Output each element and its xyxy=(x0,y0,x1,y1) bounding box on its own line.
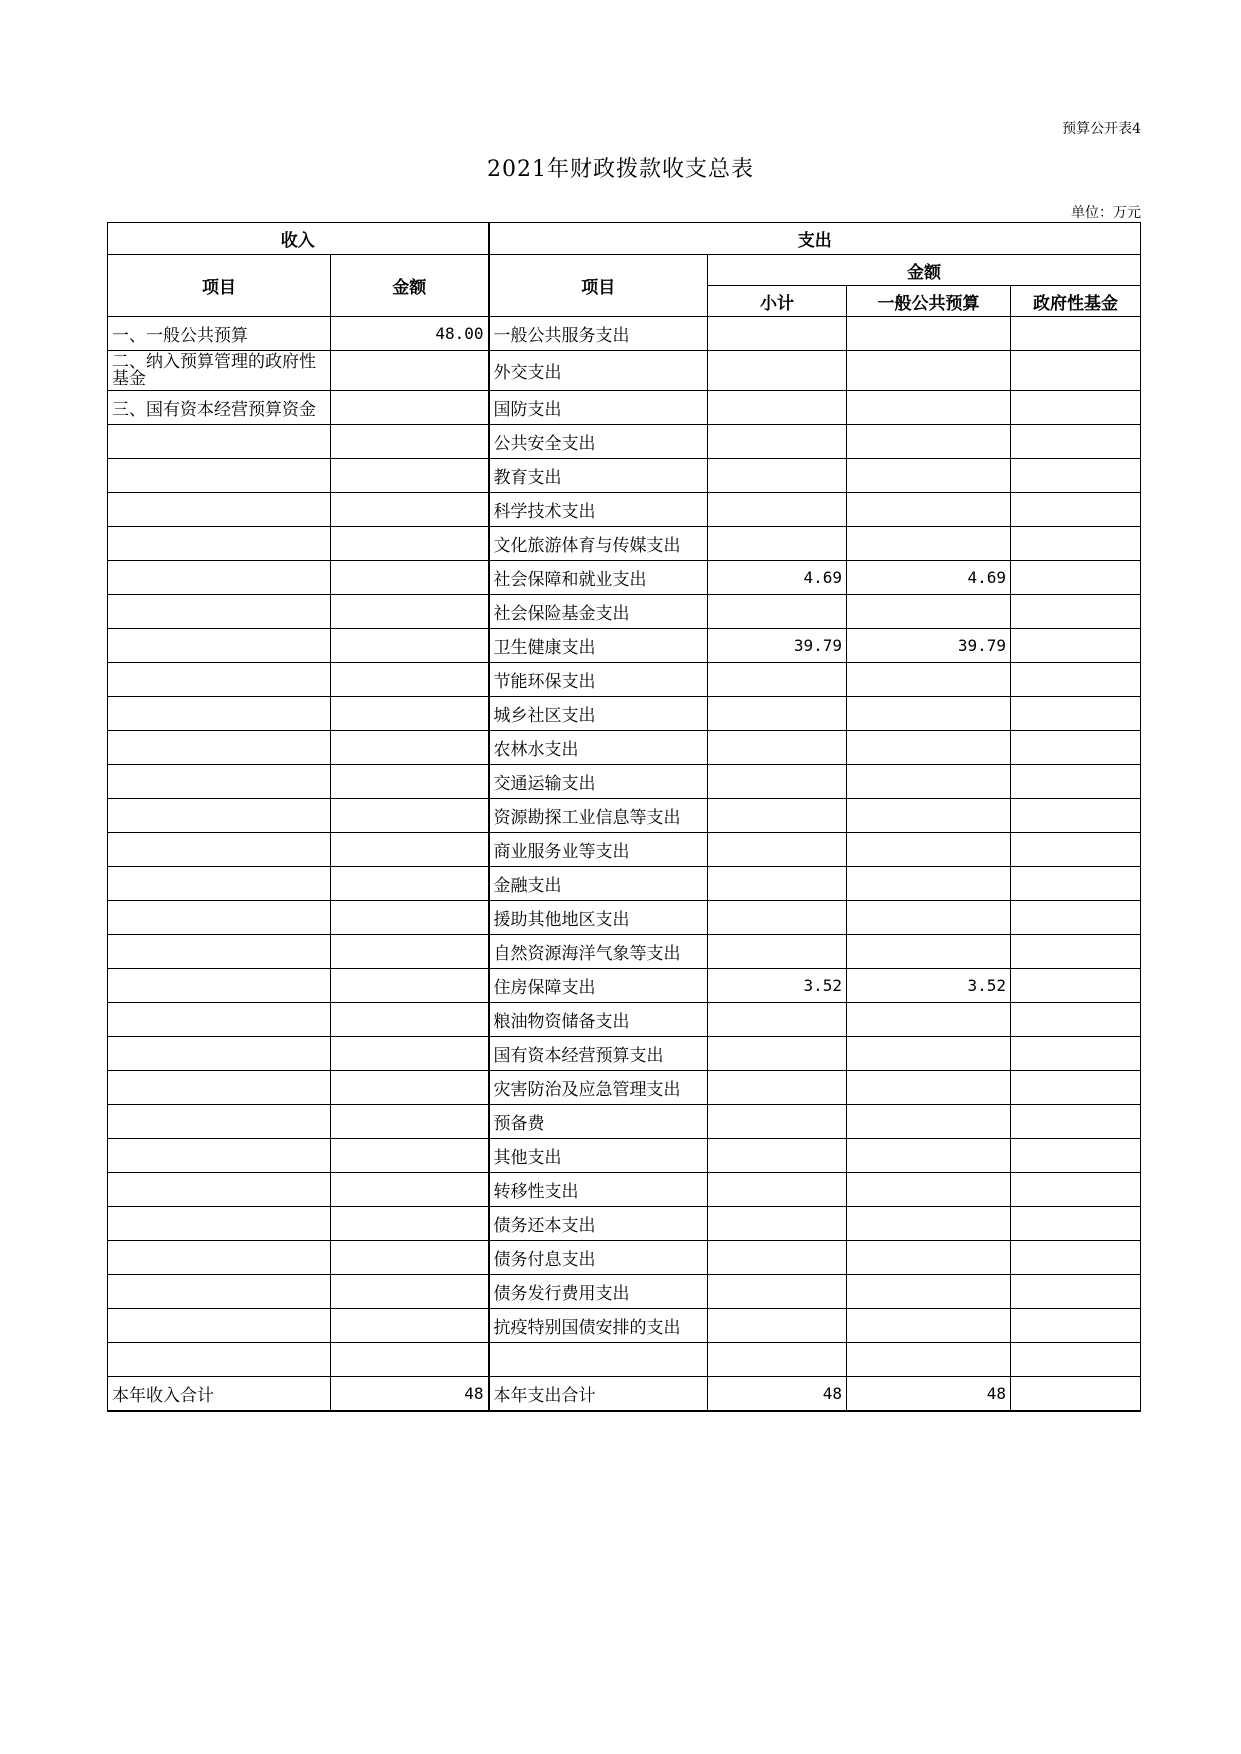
income-amount-cell xyxy=(331,867,489,901)
income-item-cell xyxy=(108,901,331,935)
income-amount-cell xyxy=(331,595,489,629)
table-row xyxy=(108,1173,1141,1207)
income-amount-cell xyxy=(331,425,489,459)
expense-item-cell: 援助其他地区支出 xyxy=(489,901,708,935)
header-row-middle xyxy=(108,255,1141,286)
gov-fund-cell xyxy=(1011,493,1141,527)
general-budget-cell xyxy=(847,1139,1011,1173)
subtotal-cell xyxy=(708,317,847,351)
income-item-cell xyxy=(108,1071,331,1105)
general-budget-cell xyxy=(847,765,1011,799)
income-header: 收入 xyxy=(108,223,489,255)
income-item-cell xyxy=(108,731,331,765)
expense-item-cell: 外交支出 xyxy=(489,351,708,391)
expense-amount-header: 金额 xyxy=(708,255,1141,286)
table-row xyxy=(108,629,1141,663)
gov-fund-cell xyxy=(1011,1139,1141,1173)
income-item-header: 项目 xyxy=(108,255,331,317)
gov-fund-cell xyxy=(1011,867,1141,901)
unit-label: 单位：万元 xyxy=(1071,205,1141,221)
subtotal-cell xyxy=(708,867,847,901)
income-item-cell xyxy=(108,1105,331,1139)
subtotal-cell: 3.52 xyxy=(708,969,847,1003)
expense-item-cell: 预备费 xyxy=(489,1105,708,1139)
gov-fund-header: 政府性基金 xyxy=(1011,286,1141,317)
subtotal-cell xyxy=(708,663,847,697)
subtotal-cell xyxy=(708,527,847,561)
table-row xyxy=(108,527,1141,561)
general-budget-cell xyxy=(847,317,1011,351)
gov-fund-cell xyxy=(1011,1003,1141,1037)
income-amount-cell xyxy=(331,527,489,561)
expense-item-cell: 转移性支出 xyxy=(489,1173,708,1207)
expense-item-cell: 债务还本支出 xyxy=(489,1207,708,1241)
income-item-cell xyxy=(108,1275,331,1309)
table-row xyxy=(108,1275,1141,1309)
subtotal-header: 小计 xyxy=(708,286,847,317)
expense-total-general: 48 xyxy=(847,1377,1011,1411)
gov-fund-cell xyxy=(1011,935,1141,969)
expense-item-cell xyxy=(489,1343,708,1377)
income-item-cell xyxy=(108,1037,331,1071)
income-item-cell xyxy=(108,1241,331,1275)
subtotal-cell xyxy=(708,1071,847,1105)
gov-fund-cell xyxy=(1011,1207,1141,1241)
general-budget-cell xyxy=(847,697,1011,731)
gov-fund-cell xyxy=(1011,765,1141,799)
expense-item-cell: 住房保障支出 xyxy=(489,969,708,1003)
expense-total-subtotal: 48 xyxy=(708,1377,847,1411)
gov-fund-cell xyxy=(1011,351,1141,391)
expense-item-cell: 其他支出 xyxy=(489,1139,708,1173)
income-item-cell xyxy=(108,867,331,901)
income-amount-cell xyxy=(331,731,489,765)
income-item-cell xyxy=(108,561,331,595)
total-row xyxy=(108,1377,1141,1411)
income-amount-cell xyxy=(331,391,489,425)
income-item-cell: 三、国有资本经营预算资金 xyxy=(108,391,331,425)
expense-item-cell: 粮油物资储备支出 xyxy=(489,1003,708,1037)
table-row xyxy=(108,1309,1141,1343)
expense-item-cell: 城乡社区支出 xyxy=(489,697,708,731)
gov-fund-cell xyxy=(1011,1105,1141,1139)
gov-fund-cell xyxy=(1011,1309,1141,1343)
income-amount-cell xyxy=(331,1173,489,1207)
gov-fund-cell xyxy=(1011,391,1141,425)
subtotal-cell xyxy=(708,697,847,731)
subtotal-cell xyxy=(708,459,847,493)
income-amount-cell xyxy=(331,1343,489,1377)
general-budget-cell: 3.52 xyxy=(847,969,1011,1003)
gov-fund-cell xyxy=(1011,629,1141,663)
table-row xyxy=(108,697,1141,731)
gov-fund-cell xyxy=(1011,1241,1141,1275)
gov-fund-cell xyxy=(1011,1343,1141,1377)
income-item-cell xyxy=(108,1207,331,1241)
income-amount-header: 金额 xyxy=(331,255,489,317)
expense-item-cell: 社会保障和就业支出 xyxy=(489,561,708,595)
subtotal-cell xyxy=(708,1003,847,1037)
expense-item-cell: 社会保险基金支出 xyxy=(489,595,708,629)
subtotal-cell xyxy=(708,1173,847,1207)
income-amount-cell xyxy=(331,901,489,935)
subtotal-cell xyxy=(708,1139,847,1173)
income-amount-cell xyxy=(331,1003,489,1037)
income-item-cell xyxy=(108,1309,331,1343)
subtotal-cell xyxy=(708,799,847,833)
gov-fund-cell xyxy=(1011,1037,1141,1071)
general-budget-cell xyxy=(847,935,1011,969)
gov-fund-cell xyxy=(1011,561,1141,595)
gov-fund-cell xyxy=(1011,1173,1141,1207)
income-amount-cell xyxy=(331,1309,489,1343)
income-item-cell xyxy=(108,799,331,833)
table-row xyxy=(108,595,1141,629)
general-budget-cell xyxy=(847,351,1011,391)
general-budget-header: 一般公共预算 xyxy=(847,286,1011,317)
income-amount-cell xyxy=(331,1139,489,1173)
expense-item-cell: 国防支出 xyxy=(489,391,708,425)
table-row xyxy=(108,1343,1141,1377)
income-total-amount: 48 xyxy=(331,1377,489,1411)
gov-fund-cell xyxy=(1011,697,1141,731)
expense-item-cell: 债务发行费用支出 xyxy=(489,1275,708,1309)
gov-fund-cell xyxy=(1011,663,1141,697)
income-item-cell xyxy=(108,527,331,561)
income-item-cell xyxy=(108,1003,331,1037)
subtotal-cell xyxy=(708,425,847,459)
table-row xyxy=(108,1003,1141,1037)
general-budget-cell: 39.79 xyxy=(847,629,1011,663)
income-item-cell xyxy=(108,833,331,867)
expense-item-cell: 一般公共服务支出 xyxy=(489,317,708,351)
expense-total-fund xyxy=(1011,1377,1141,1411)
document-code: 预算公开表4 xyxy=(1062,121,1141,137)
gov-fund-cell xyxy=(1011,317,1141,351)
general-budget-cell xyxy=(847,867,1011,901)
income-item-cell xyxy=(108,663,331,697)
table-row xyxy=(108,317,1141,351)
income-item-cell xyxy=(108,493,331,527)
general-budget-cell xyxy=(847,731,1011,765)
expense-item-cell: 资源勘探工业信息等支出 xyxy=(489,799,708,833)
income-amount-cell: 48.00 xyxy=(331,317,489,351)
general-budget-cell xyxy=(847,1275,1011,1309)
income-item-cell xyxy=(108,1139,331,1173)
income-amount-cell xyxy=(331,629,489,663)
expense-item-cell: 公共安全支出 xyxy=(489,425,708,459)
income-amount-cell xyxy=(331,833,489,867)
income-amount-cell xyxy=(331,1275,489,1309)
subtotal-cell: 4.69 xyxy=(708,561,847,595)
table-row xyxy=(108,425,1141,459)
table-row xyxy=(108,731,1141,765)
subtotal-cell xyxy=(708,1241,847,1275)
table-row xyxy=(108,1105,1141,1139)
gov-fund-cell xyxy=(1011,799,1141,833)
table-row xyxy=(108,1207,1141,1241)
general-budget-cell xyxy=(847,1343,1011,1377)
general-budget-cell xyxy=(847,1037,1011,1071)
income-amount-cell xyxy=(331,765,489,799)
subtotal-cell xyxy=(708,1343,847,1377)
general-budget-cell xyxy=(847,901,1011,935)
page-title: 2021年财政拨款收支总表 xyxy=(487,157,754,182)
income-item-cell xyxy=(108,697,331,731)
expense-item-cell: 农林水支出 xyxy=(489,731,708,765)
expense-item-cell: 交通运输支出 xyxy=(489,765,708,799)
income-item-cell xyxy=(108,459,331,493)
table-row xyxy=(108,561,1141,595)
general-budget-cell xyxy=(847,391,1011,425)
income-item-cell xyxy=(108,629,331,663)
gov-fund-cell xyxy=(1011,901,1141,935)
income-amount-cell xyxy=(331,493,489,527)
table-row xyxy=(108,867,1141,901)
subtotal-cell xyxy=(708,1275,847,1309)
expense-item-cell: 教育支出 xyxy=(489,459,708,493)
subtotal-cell xyxy=(708,833,847,867)
table-row xyxy=(108,351,1141,391)
income-amount-cell xyxy=(331,351,489,391)
subtotal-cell xyxy=(708,1105,847,1139)
income-amount-cell xyxy=(331,1241,489,1275)
table-row xyxy=(108,1139,1141,1173)
general-budget-cell xyxy=(847,1003,1011,1037)
income-amount-cell xyxy=(331,663,489,697)
gov-fund-cell xyxy=(1011,425,1141,459)
expense-item-cell: 商业服务业等支出 xyxy=(489,833,708,867)
general-budget-cell xyxy=(847,1173,1011,1207)
income-amount-cell xyxy=(331,561,489,595)
income-item-cell xyxy=(108,1343,331,1377)
expense-header: 支出 xyxy=(489,223,1141,255)
expense-item-cell: 灾害防治及应急管理支出 xyxy=(489,1071,708,1105)
income-item-cell xyxy=(108,935,331,969)
table-row xyxy=(108,969,1141,1003)
table-row xyxy=(108,1071,1141,1105)
gov-fund-cell xyxy=(1011,595,1141,629)
income-amount-cell xyxy=(331,1071,489,1105)
expense-total-label: 本年支出合计 xyxy=(489,1377,708,1411)
income-amount-cell xyxy=(331,697,489,731)
general-budget-cell xyxy=(847,799,1011,833)
expense-item-cell: 金融支出 xyxy=(489,867,708,901)
income-item-cell xyxy=(108,595,331,629)
table-row xyxy=(108,799,1141,833)
gov-fund-cell xyxy=(1011,1071,1141,1105)
gov-fund-cell xyxy=(1011,833,1141,867)
income-amount-cell xyxy=(331,1207,489,1241)
income-item-cell xyxy=(108,765,331,799)
general-budget-cell xyxy=(847,425,1011,459)
income-amount-cell xyxy=(331,799,489,833)
subtotal-cell xyxy=(708,351,847,391)
expense-item-cell: 自然资源海洋气象等支出 xyxy=(489,935,708,969)
income-item-cell: 一、一般公共预算 xyxy=(108,317,331,351)
income-item-cell: 二、纳入预算管理的政府性基金 xyxy=(108,351,331,391)
gov-fund-cell xyxy=(1011,969,1141,1003)
table-row xyxy=(108,833,1141,867)
income-item-cell xyxy=(108,425,331,459)
expense-item-cell: 国有资本经营预算支出 xyxy=(489,1037,708,1071)
general-budget-cell xyxy=(847,663,1011,697)
expense-item-cell: 文化旅游体育与传媒支出 xyxy=(489,527,708,561)
income-amount-cell xyxy=(331,935,489,969)
table-row xyxy=(108,1037,1141,1071)
table-row xyxy=(108,935,1141,969)
expense-item-cell: 债务付息支出 xyxy=(489,1241,708,1275)
gov-fund-cell xyxy=(1011,527,1141,561)
general-budget-cell xyxy=(847,1105,1011,1139)
table-row xyxy=(108,663,1141,697)
expense-item-cell: 抗疫特别国债安排的支出 xyxy=(489,1309,708,1343)
income-amount-cell xyxy=(331,1037,489,1071)
subtotal-cell xyxy=(708,765,847,799)
general-budget-cell xyxy=(847,493,1011,527)
income-amount-cell xyxy=(331,459,489,493)
income-total-label: 本年收入合计 xyxy=(108,1377,331,1411)
expense-item-cell: 卫生健康支出 xyxy=(489,629,708,663)
expense-item-cell: 科学技术支出 xyxy=(489,493,708,527)
subtotal-cell xyxy=(708,1037,847,1071)
subtotal-cell xyxy=(708,935,847,969)
subtotal-cell xyxy=(708,1207,847,1241)
general-budget-cell xyxy=(847,833,1011,867)
table-row xyxy=(108,765,1141,799)
table-row xyxy=(108,391,1141,425)
income-amount-cell xyxy=(331,1105,489,1139)
general-budget-cell xyxy=(847,1309,1011,1343)
expense-item-cell: 节能环保支出 xyxy=(489,663,708,697)
gov-fund-cell xyxy=(1011,459,1141,493)
subtotal-cell xyxy=(708,1309,847,1343)
income-item-cell xyxy=(108,1173,331,1207)
gov-fund-cell xyxy=(1011,731,1141,765)
expense-item-header: 项目 xyxy=(489,255,708,317)
general-budget-cell xyxy=(847,1241,1011,1275)
table-row xyxy=(108,459,1141,493)
income-amount-cell xyxy=(331,969,489,1003)
general-budget-cell xyxy=(847,527,1011,561)
table-row xyxy=(108,493,1141,527)
subtotal-cell: 39.79 xyxy=(708,629,847,663)
income-item-cell xyxy=(108,969,331,1003)
subtotal-cell xyxy=(708,901,847,935)
general-budget-cell xyxy=(847,1071,1011,1105)
subtotal-cell xyxy=(708,391,847,425)
gov-fund-cell xyxy=(1011,1275,1141,1309)
table-row xyxy=(108,901,1141,935)
budget-table xyxy=(107,222,1141,1412)
general-budget-cell: 4.69 xyxy=(847,561,1011,595)
general-budget-cell xyxy=(847,1207,1011,1241)
general-budget-cell xyxy=(847,459,1011,493)
subtotal-cell xyxy=(708,493,847,527)
subtotal-cell xyxy=(708,595,847,629)
general-budget-cell xyxy=(847,595,1011,629)
table-row xyxy=(108,1241,1141,1275)
subtotal-cell xyxy=(708,731,847,765)
header-row-top xyxy=(108,223,1141,255)
